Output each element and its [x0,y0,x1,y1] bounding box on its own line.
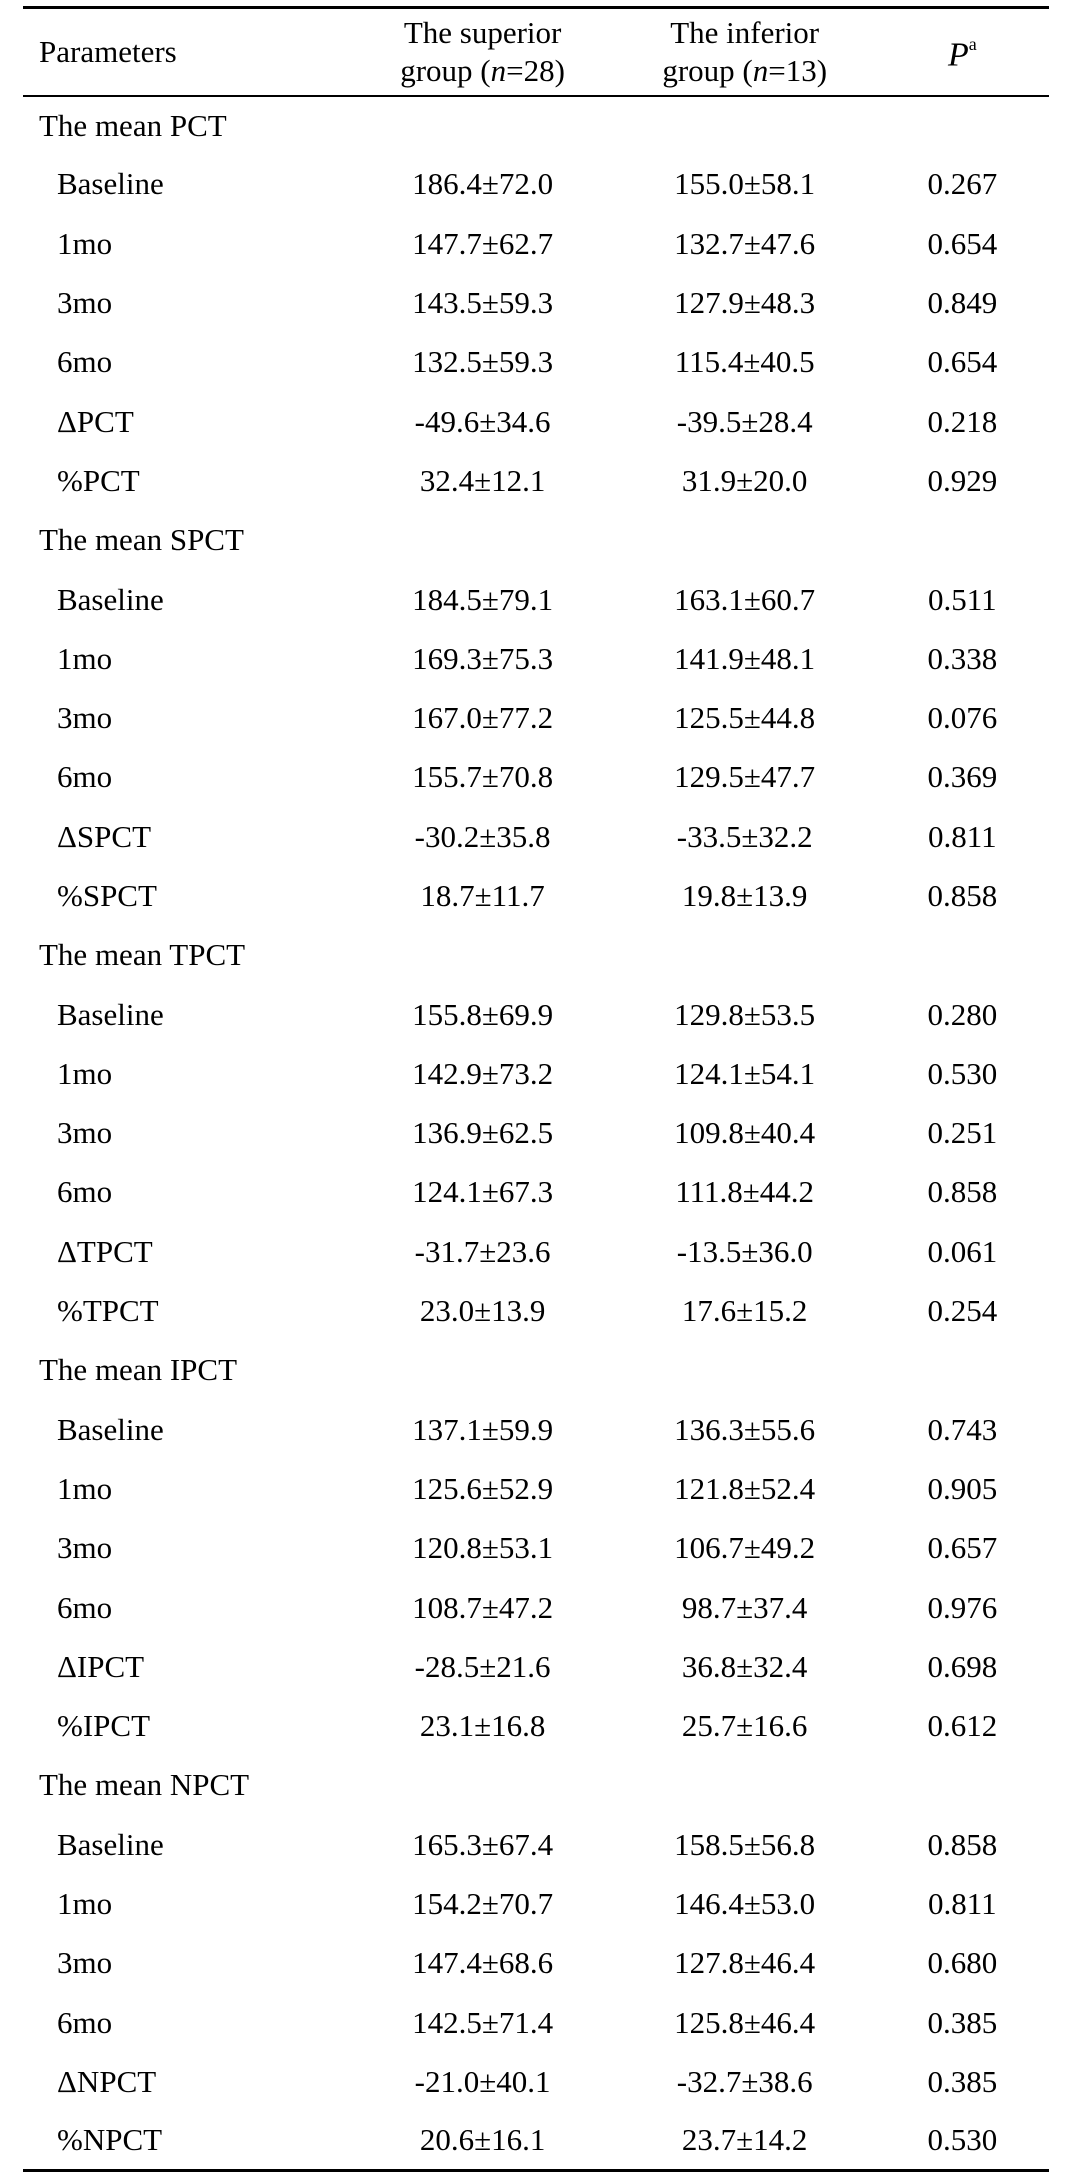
section-header-row [23,96,1049,155]
row-superior-value: 132.5±59.3 [412,344,554,380]
header-superior-value: =28) [506,52,565,88]
row-inferior-value: 132.7±47.6 [674,225,816,261]
row-p-value: 0.530 [927,2122,998,2158]
row-parameter-label: 3mo [57,1945,113,1981]
row-parameter-label: Baseline [57,166,164,202]
row-inferior-value: 31.9±20.0 [681,462,808,498]
row-superior-value: 154.2±70.7 [412,1886,554,1922]
row-parameter-label: 6mo [57,344,113,380]
row-parameter-label: %TPCT [57,1293,159,1329]
header-inferior-prefix: group ( [662,52,753,88]
row-inferior-value: 121.8±52.4 [674,1470,816,1506]
row-superior-value: 124.1±67.3 [412,1174,554,1210]
table-row [23,688,1049,747]
row-p-value: 0.254 [927,1293,998,1329]
table-row [23,1697,1049,1756]
row-inferior-value: 129.5±47.7 [674,759,816,795]
section-title: The mean IPCT [39,1352,238,1388]
row-superior-value: 167.0±77.2 [412,700,554,736]
section-title: The mean PCT [39,107,227,143]
header-p-label: P [947,36,969,74]
row-parameter-label: ΔPCT [57,403,134,439]
header-parameters-label: Parameters [39,33,177,69]
row-superior-value: 155.8±69.9 [412,996,554,1032]
table-row [23,1459,1049,1518]
row-superior-value: -30.2±35.8 [414,818,551,854]
row-superior-value: 186.4±72.0 [412,166,554,202]
table-row [23,807,1049,866]
row-inferior-value: 98.7±37.4 [681,1589,808,1625]
table-row [23,1815,1049,1874]
row-p-value: 0.511 [928,581,997,617]
row-p-value: 0.654 [927,225,998,261]
section-title: The mean SPCT [39,522,244,558]
table-row [23,1281,1049,1340]
header-superior-n: n [490,52,507,88]
row-parameter-label: Baseline [57,581,164,617]
row-superior-value: 18.7±11.7 [420,878,545,913]
table-row [23,570,1049,629]
table-header [23,8,1049,96]
row-inferior-value: 17.6±15.2 [681,1293,808,1329]
row-inferior-value: -32.7±38.6 [676,2063,813,2099]
table-row [23,1104,1049,1163]
row-p-value: 0.811 [928,818,997,854]
table-row [23,1934,1049,1993]
row-inferior-value: 115.4±40.5 [674,344,815,380]
header-inferior-group [614,8,876,96]
row-inferior-value: 109.8±40.4 [674,1115,816,1151]
table-row [23,451,1049,510]
row-p-value: 0.811 [928,1886,997,1922]
row-parameter-label: 3mo [57,1115,113,1151]
row-p-value: 0.385 [927,2004,998,2040]
table-row [23,1222,1049,1281]
table-row [23,1163,1049,1222]
row-parameter-label: ΔIPCT [57,1648,145,1684]
header-superior-prefix: group ( [400,52,491,88]
row-p-value: 0.061 [927,1233,998,1269]
table-row [23,629,1049,688]
row-inferior-value: 146.4±53.0 [674,1886,816,1922]
row-parameter-label: 1mo [57,640,113,676]
row-superior-value: 142.5±71.4 [412,2004,554,2040]
section-header-row [23,1756,1049,1815]
row-p-value: 0.858 [927,1826,998,1862]
table-row [23,1400,1049,1459]
row-superior-value: 120.8±53.1 [412,1530,554,1566]
row-parameter-label: 1mo [57,225,113,261]
row-parameter-label: Baseline [57,996,164,1032]
section-header-row [23,926,1049,985]
row-superior-value: -49.6±34.6 [414,403,551,439]
row-p-value: 0.385 [927,2063,998,2099]
results-table [23,6,1049,2172]
row-inferior-value: 106.7±49.2 [674,1530,816,1566]
header-parameters [23,8,352,96]
row-superior-value: 147.4±68.6 [412,1945,554,1981]
row-parameter-label: ΔSPCT [57,818,152,854]
row-p-value: 0.743 [927,1411,998,1447]
row-superior-value: 142.9±73.2 [412,1055,554,1091]
row-superior-value: 169.3±75.3 [412,640,554,676]
row-inferior-value: 158.5±56.8 [674,1826,816,1862]
row-inferior-value: 111.8±44.2 [675,1174,815,1210]
row-parameter-label: %IPCT [57,1708,150,1744]
row-superior-value: -28.5±21.6 [414,1648,551,1684]
row-parameter-label: ΔNPCT [57,2063,157,2099]
row-superior-value: 165.3±67.4 [412,1826,554,1862]
row-parameter-label: Baseline [57,1411,164,1447]
row-superior-value: 137.1±59.9 [412,1411,554,1447]
table-row [23,2112,1049,2171]
row-inferior-value: 129.8±53.5 [674,996,816,1032]
table-row [23,2052,1049,2111]
table-row [23,1993,1049,2052]
row-p-value: 0.929 [927,462,998,498]
header-p-superscript: a [968,34,977,55]
row-superior-value: 23.0±13.9 [419,1293,546,1329]
table-row [23,985,1049,1044]
row-parameter-label: 6mo [57,1174,113,1210]
table-row [23,1044,1049,1103]
row-p-value: 0.858 [927,1174,998,1210]
row-p-value: 0.338 [927,640,998,676]
row-inferior-value: 127.9±48.3 [674,285,816,321]
row-parameter-label: %SPCT [57,878,157,913]
table-row [23,214,1049,273]
row-parameter-label: 3mo [57,1530,113,1566]
header-p-value [876,8,1049,96]
row-inferior-value: 136.3±55.6 [674,1411,816,1447]
row-inferior-value: -39.5±28.4 [676,403,813,439]
row-inferior-value: 155.0±58.1 [674,166,816,202]
table-row [23,1874,1049,1933]
row-superior-value: 136.9±62.5 [412,1115,554,1151]
row-inferior-value: 23.7±14.2 [681,2122,808,2158]
row-parameter-label: Baseline [57,1826,164,1862]
row-superior-value: 23.1±16.8 [419,1708,546,1744]
section-header-row [23,1341,1049,1400]
table-row [23,866,1049,925]
row-parameter-label: 1mo [57,1055,113,1091]
row-p-value: 0.858 [927,878,998,913]
row-p-value: 0.849 [927,285,998,321]
row-p-value: 0.530 [927,1055,998,1091]
section-header-row [23,511,1049,570]
row-parameter-label: 3mo [57,285,113,321]
row-parameter-label: 6mo [57,1589,113,1625]
row-superior-value: 184.5±79.1 [412,581,554,617]
header-superior-line1: The superior [403,14,562,50]
table-row [23,748,1049,807]
row-superior-value: 32.4±12.1 [419,462,546,498]
section-title: The mean NPCT [39,1767,250,1803]
row-p-value: 0.218 [927,403,998,439]
table-row [23,1637,1049,1696]
header-row [23,8,1049,96]
table-row [23,1519,1049,1578]
table-row [23,273,1049,332]
row-inferior-value: 125.5±44.8 [674,700,816,736]
table-row [23,155,1049,214]
table-body [23,96,1049,2171]
row-inferior-value: 141.9±48.1 [674,640,816,676]
row-p-value: 0.251 [927,1115,998,1151]
row-parameter-label: ΔTPCT [57,1233,153,1269]
row-superior-value: 143.5±59.3 [412,285,554,321]
row-parameter-label: 1mo [57,1470,113,1506]
row-parameter-label: %NPCT [57,2122,163,2158]
table-row [23,333,1049,392]
row-p-value: 0.076 [927,700,998,736]
row-inferior-value: 25.7±16.6 [681,1708,808,1744]
row-inferior-value: 124.1±54.1 [674,1055,816,1091]
row-superior-value: 20.6±16.1 [419,2122,546,2158]
header-inferior-line1: The inferior [670,14,820,50]
row-p-value: 0.680 [927,1945,998,1981]
row-inferior-value: 127.8±46.4 [674,1945,816,1981]
row-p-value: 0.267 [927,166,998,202]
row-p-value: 0.657 [927,1530,998,1566]
header-inferior-value: =13) [768,52,828,88]
row-superior-value: -21.0±40.1 [414,2063,551,2099]
row-p-value: 0.654 [927,344,998,380]
row-p-value: 0.976 [927,1589,998,1625]
row-superior-value: 125.6±52.9 [412,1470,554,1506]
row-p-value: 0.905 [927,1470,998,1506]
row-inferior-value: 19.8±13.9 [681,878,808,913]
row-parameter-label: %PCT [57,462,140,498]
row-p-value: 0.612 [927,1708,998,1744]
row-inferior-value: 163.1±60.7 [674,581,816,617]
table-row [23,1578,1049,1637]
row-p-value: 0.698 [927,1648,998,1684]
table-row [23,392,1049,451]
row-inferior-value: -33.5±32.2 [676,818,813,854]
row-parameter-label: 6mo [57,2004,113,2040]
row-parameter-label: 3mo [57,700,113,736]
row-inferior-value: 125.8±46.4 [674,2004,816,2040]
row-parameter-label: 1mo [57,1886,113,1922]
row-inferior-value: 36.8±32.4 [681,1648,808,1684]
section-title: The mean TPCT [39,937,246,973]
row-superior-value: 155.7±70.8 [412,759,554,795]
header-superior-group [352,8,614,96]
row-superior-value: -31.7±23.6 [414,1233,551,1269]
row-superior-value: 108.7±47.2 [412,1589,554,1625]
row-p-value: 0.280 [927,996,998,1032]
row-p-value: 0.369 [927,759,998,795]
row-superior-value: 147.7±62.7 [412,225,554,261]
row-inferior-value: -13.5±36.0 [676,1233,813,1269]
row-parameter-label: 6mo [57,759,113,795]
header-inferior-n: n [752,52,769,88]
